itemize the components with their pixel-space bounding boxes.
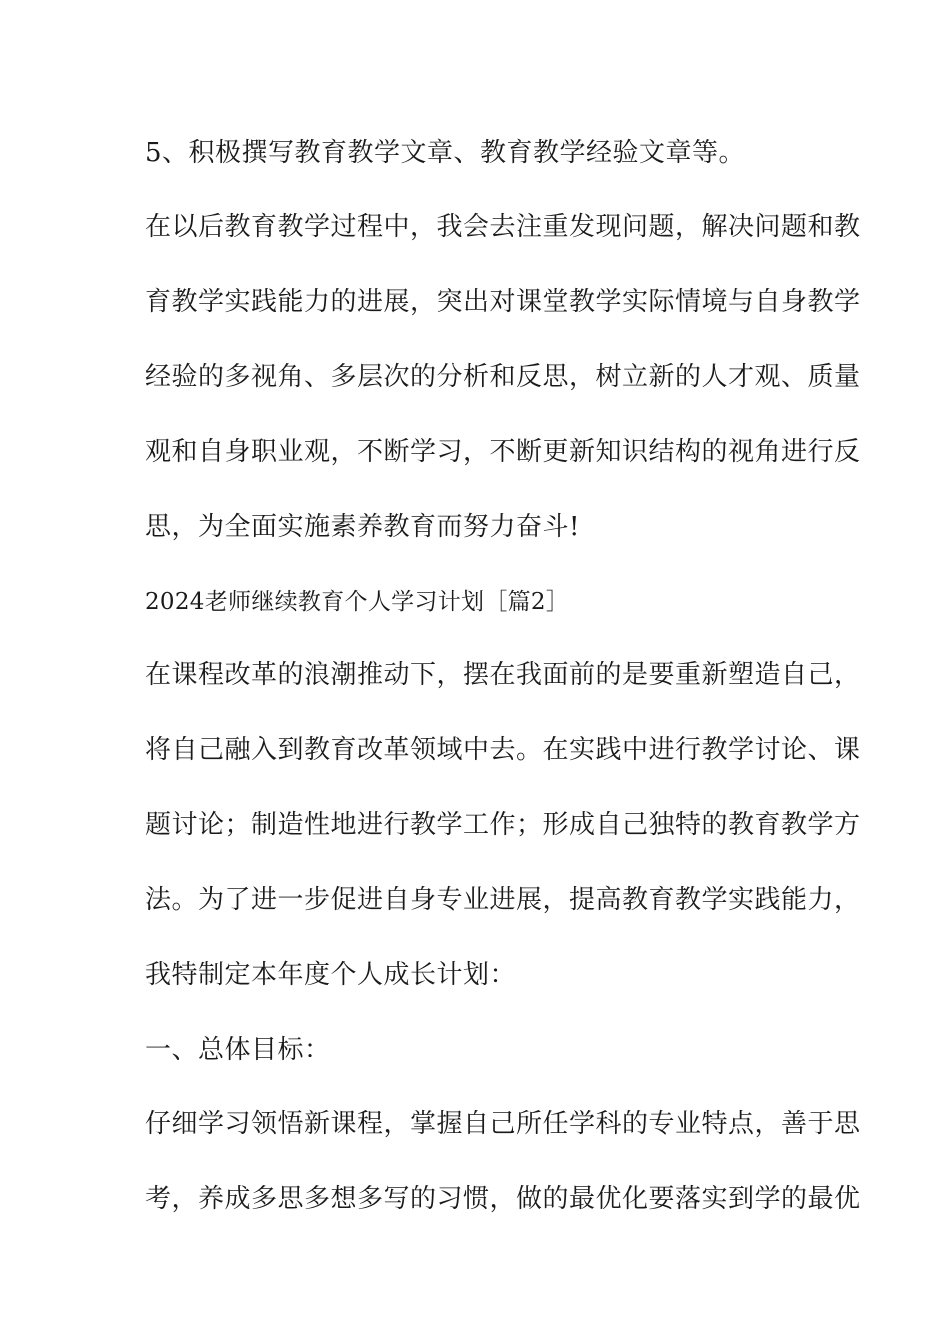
text-line-item-5: 5、积极撰写教育教学文章、教育教学经验文章等。 — [145, 138, 746, 168]
text-line: 思，为全面实施素养教育而努力奋斗! — [145, 512, 580, 542]
text-line: 将自己融入到教育改革领域中去。在实践中进行教学讨论、课 — [145, 735, 861, 765]
subsection-heading: 一、总体目标： — [145, 1035, 331, 1065]
text-line: 经验的多视角、多层次的分析和反思，树立新的人才观、质量 — [145, 362, 861, 392]
text-line: 育教学实践能力的进展，突出对课堂教学实际情境与自身教学 — [145, 287, 861, 317]
text-line: 仔细学习领悟新课程，掌握自己所任学科的专业特点，善于思 — [145, 1109, 861, 1139]
text-line: 题讨论；制造性地进行教学工作；形成自己独特的教育教学方 — [145, 810, 861, 840]
text-line: 考，养成多思多想多写的习惯，做的最优化要落实到学的最优 — [145, 1184, 861, 1214]
text-line: 法。为了进一步促进自身专业进展，提高教育教学实践能力， — [145, 885, 861, 915]
text-line: 在以后教育教学过程中，我会去注重发现问题，解决问题和教 — [145, 212, 861, 242]
text-line: 观和自身职业观，不断学习，不断更新知识结构的视角进行反 — [145, 437, 861, 467]
section-heading: 2024老师继续教育个人学习计划［篇2］ — [145, 589, 570, 615]
text-line: 在课程改革的浪潮推动下，摆在我面前的是要重新塑造自己， — [145, 660, 861, 690]
text-line: 我特制定本年度个人成长计划： — [145, 960, 517, 990]
